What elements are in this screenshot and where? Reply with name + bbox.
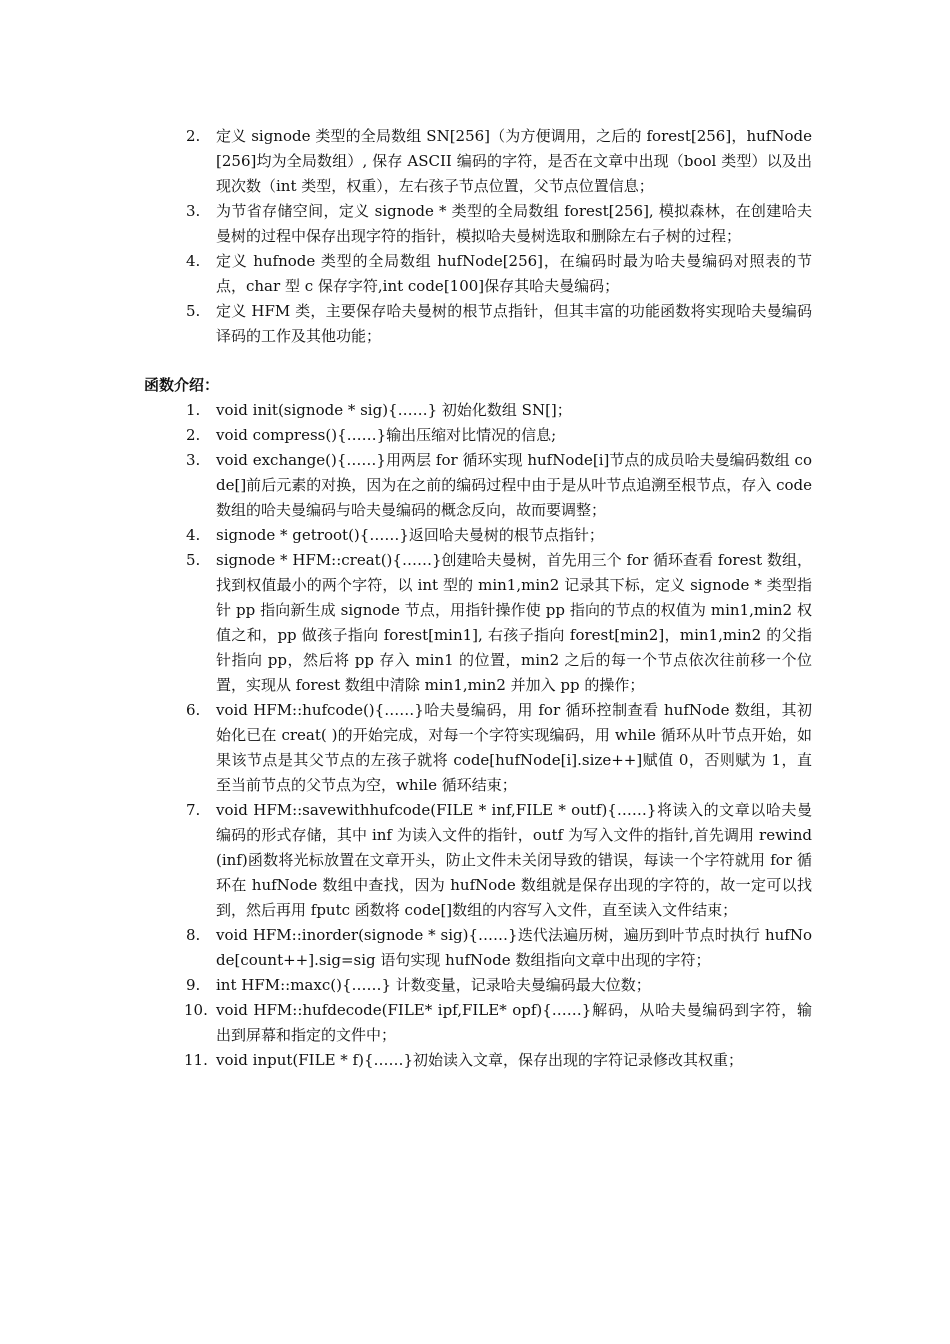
list-item-text: 定义 HFM 类，主要保存哈夫曼树的根节点指针，但其丰富的功能函数将实现哈夫曼编码译码的工作及其他功能； xyxy=(216,302,812,345)
struct-definition-list xyxy=(0,124,950,349)
list-number: 8. xyxy=(186,926,201,944)
list-item xyxy=(0,798,812,923)
list-item-text: 定义 hufnode 类型的全局数组 hufNode[256]，在编码时最为哈夫曼编码对照表的节点，char 型 c 保存字符,int code[100]保存其哈夫曼编码； xyxy=(216,252,812,295)
list-item xyxy=(0,398,812,423)
list-item xyxy=(0,423,812,448)
list-number: 9. xyxy=(186,976,201,994)
list-item xyxy=(0,199,812,249)
list-item-text: void HFM::savewithhufcode(FILE * inf,FILE * outf){……}将读入的文章以哈夫曼编码的形式存储，其中 inf 为读入文件的指针，outf 为写入文件的指针,首先调用 rewind(inf)函数将光标放置在文章开头，防止文件未关闭导致的错误，每读一个字符就用 for 循环在 hufNode 数组中查找，因为 hufNode 数组就是保存出现的字符的，故一定可以找到，然后再用 fputc 函数将 code[]数组的内容写入文件，直至读入文件结束； xyxy=(216,801,812,919)
list-item-text: 为节省存储空间，定义 signode * 类型的全局数组 forest[256], 模拟森林，在创建哈夫曼树的过程中保存出现字符的指针，模拟哈夫曼树选取和删除左右子树的过程； xyxy=(216,202,812,245)
list-number: 3. xyxy=(186,451,201,469)
list-item-text: void HFM::hufdecode(FILE* ipf,FILE* opf){……}解码，从哈夫曼编码到字符，输出到屏幕和指定的文件中； xyxy=(216,1001,812,1044)
function-list xyxy=(0,398,950,1073)
list-item-text: void init(signode * sig){……} 初始化数组 SN[]； xyxy=(216,401,572,419)
list-item xyxy=(0,299,812,349)
list-item-text: int HFM::maxc(){……} 计数变量，记录哈夫曼编码最大位数； xyxy=(216,976,651,994)
list-number: 5. xyxy=(186,302,201,320)
list-number: 4. xyxy=(186,252,201,270)
list-item xyxy=(0,249,812,299)
list-number: 10. xyxy=(184,1001,208,1019)
list-number: 7. xyxy=(186,801,201,819)
list-item xyxy=(0,998,812,1048)
list-item-text: void exchange(){……}用两层 for 循环实现 hufNode[i]节点的成员哈夫曼编码数组 code[]前后元素的对换，因为在之前的编码过程中由于是从叶节点追溯至根节点，存入 code 数组的哈夫曼编码与哈夫曼编码的概念反向，故而要调整； xyxy=(216,451,812,519)
list-number: 3. xyxy=(186,202,201,220)
list-item xyxy=(0,923,812,973)
list-item xyxy=(0,698,812,798)
list-item xyxy=(0,448,812,523)
list-item xyxy=(0,124,812,199)
list-item-text: signode * getroot(){……}返回哈夫曼树的根节点指针； xyxy=(216,526,604,544)
list-item xyxy=(0,973,812,998)
list-number: 2. xyxy=(186,127,201,145)
list-number: 11. xyxy=(184,1051,208,1069)
list-item xyxy=(0,548,812,698)
list-item-text: void input(FILE * f){……}初始读入文章，保存出现的字符记录修改其权重； xyxy=(216,1051,744,1069)
list-number: 2. xyxy=(186,426,201,444)
list-number: 1. xyxy=(186,401,201,419)
function-section-heading: 函数介绍： xyxy=(144,376,220,394)
list-number: 5. xyxy=(186,551,201,569)
list-item-text: void HFM::inorder(signode * sig){……}迭代法遍历树，遍历到叶节点时执行 hufNode[count++].sig=sig 语句实现 hufNode 数组指向文章中出现的字符； xyxy=(216,926,812,969)
list-item-text: void HFM::hufcode(){……}哈夫曼编码，用 for 循环控制查看 hufNode 数组，其初始化已在 creat( )的开始完成，对每一个字符实现编码，用 while 循环从叶节点开始，如果该节点是其父节点的左孩子就将 code[hufNode[i].size++]赋值 0，否则赋为 1，直至当前节点的父节点为空，while 循环结束； xyxy=(216,701,812,794)
list-item-text: void compress(){……}输出压缩对比情况的信息; xyxy=(216,426,557,444)
list-number: 4. xyxy=(186,526,201,544)
list-item-text: signode * HFM::creat(){……}创建哈夫曼树，首先用三个 for 循环查看 forest 数组，找到权值最小的两个字符，以 int 型的 min1,min2 记录其下标，定义 signode * 类型指针 pp 指向新生成 signode 节点，用指针操作使 pp 指向的节点的权值为 min1,min2 权值之和，pp 做孩子指向 forest[min1], 右孩子指向 forest[min2]，min1,min2 的父指针指向 pp，然后将 pp 存入 min1 的位置，min2 之后的每一个节点依次往前移一个位置，实现从 forest 数组中清除 min1,min2 并加入 pp 的操作； xyxy=(216,551,812,694)
list-number: 6. xyxy=(186,701,201,719)
list-item xyxy=(0,523,812,548)
list-item xyxy=(0,1048,812,1073)
list-item-text: 定义 signode 类型的全局数组 SN[256]（为方便调用，之后的 forest[256]，hufNode[256]均为全局数组）, 保存 ASCII 编码的字符，是否在文章中出现（bool 类型）以及出现次数（int 类型，权重），左右孩子节点位置，父节点位置信息； xyxy=(216,127,812,195)
